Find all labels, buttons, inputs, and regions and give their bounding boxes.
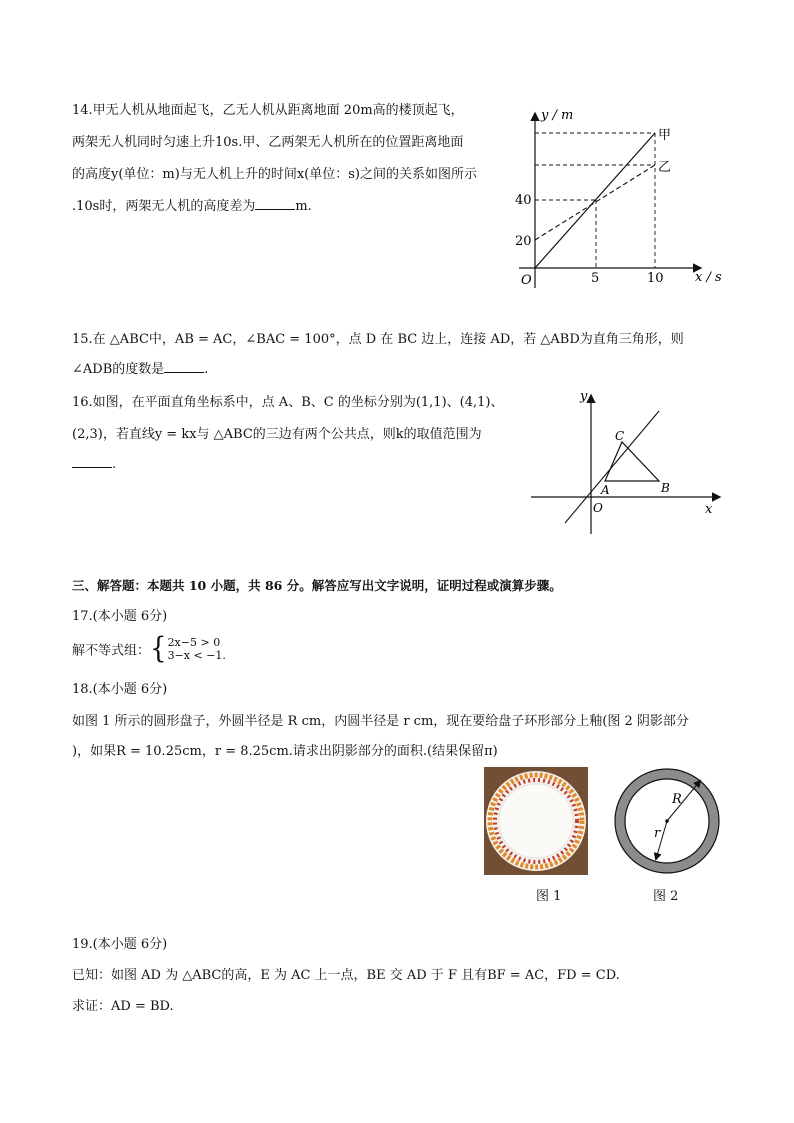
q14-line-3: 的高度y(单位：m)与无人机上升的时间x(单位：s)之间的关系如图所示 <box>72 167 477 182</box>
q17-body <box>72 634 226 664</box>
point-a-label: A <box>601 483 610 497</box>
point-c-label: C <box>615 429 625 443</box>
ring-diagram <box>612 767 724 875</box>
brace: { <box>150 632 167 666</box>
y-tick-20: 20 <box>515 234 532 249</box>
inequality-2: 3−x < −1 <box>167 649 223 662</box>
triangle-abc <box>605 442 659 481</box>
q16-line-1: 16.如图，在平面直角坐标系中，点 A、B、C 的坐标分别为(1,1)、(4,1)、 <box>72 395 504 410</box>
q18-line-1: 如图 1 所示的圆形盘子，外圆半径是 R cm，内圆半径是 r cm，现在要给盘子环形部分上釉(图 2 阴影部分 <box>72 714 689 729</box>
q18-header: 18.(本小题 6分) <box>72 682 168 697</box>
x-tick-5: 5 <box>591 271 600 286</box>
figure-1-caption: 图 1 <box>536 889 562 904</box>
label-yi: 乙 <box>658 160 672 175</box>
origin-label: O <box>593 501 603 515</box>
answer-blank <box>164 360 204 373</box>
q16-line-3: . <box>72 452 116 478</box>
q19-header: 19.(本小题 6分) <box>72 937 168 952</box>
q14-line-1: 14.甲无人机从地面起飞，乙无人机从距离地面 20m高的楼顶起飞， <box>72 103 464 118</box>
line-yi <box>535 165 655 240</box>
q17-prompt: 解不等式组： <box>72 643 151 659</box>
q17-header: 17.(本小题 6分) <box>72 609 168 624</box>
section-3-heading: 三、解答题：本题共 10 小题，共 86 分。解答应写出文字说明，证明过程或演算步骤。 <box>72 578 562 593</box>
origin-label: O <box>521 273 532 288</box>
answer-blank <box>72 455 112 468</box>
q15-line-2-text: ∠ADB的度数是 <box>72 362 165 377</box>
q16-line-2: (2,3)，若直线y = kx与 △ABC的三边有两个公共点，则k的取值范围为 <box>72 427 482 442</box>
figure-2-caption: 图 2 <box>653 889 679 904</box>
q14-line-4 <box>72 194 312 220</box>
x-axis-label: x <box>705 502 713 517</box>
q19-line-1: 已知：如图 AD 为 △ABC的高，E 为 AC 上一点，BE 交 AD 于 F 且有BF = AC，FD = CD. <box>72 968 620 983</box>
q19-line-2: 求证：AD = BD. <box>72 999 174 1014</box>
q15-line-1: 15.在 △ABC中，AB = AC，∠BAC = 100°，点 D 在 BC 边上，连接 AD，若 △ABD为直角三角形，则 <box>72 332 684 347</box>
inequality-1: 2x−5 > 0 <box>167 636 221 649</box>
label-R: R <box>672 792 682 807</box>
y-tick-40: 40 <box>515 193 532 208</box>
x-tick-10: 10 <box>647 271 664 286</box>
y-axis-label: y <box>580 390 588 404</box>
q18-line-2: )，如果R = 10.25cm，r = 8.25cm.请求出阴影部分的面积.(结果保留π) <box>72 744 498 759</box>
q14-line-2: 两架无人机同时匀速上升10s.甲、乙两架无人机所在的位置距离地面 <box>72 135 464 150</box>
line-jia <box>535 133 655 268</box>
x-axis-label: x / s <box>695 270 722 285</box>
label-jia: 甲 <box>658 128 672 143</box>
answer-blank <box>255 197 295 210</box>
q14-unit: m. <box>295 199 312 214</box>
plate-photo <box>484 767 588 875</box>
coordinate-graph <box>525 390 725 538</box>
label-r: r <box>654 826 661 841</box>
point-b-label: B <box>661 481 670 495</box>
y-axis-label: y / m <box>541 108 574 123</box>
inequality-system: 2x−5 > 0 3−x < −1. <box>167 636 226 662</box>
q15-line-2: ∠ADB的度数是 . <box>72 362 209 377</box>
q14-line-4-text: .10s时，两架无人机的高度差为 <box>72 199 256 214</box>
height-time-graph <box>505 100 730 295</box>
